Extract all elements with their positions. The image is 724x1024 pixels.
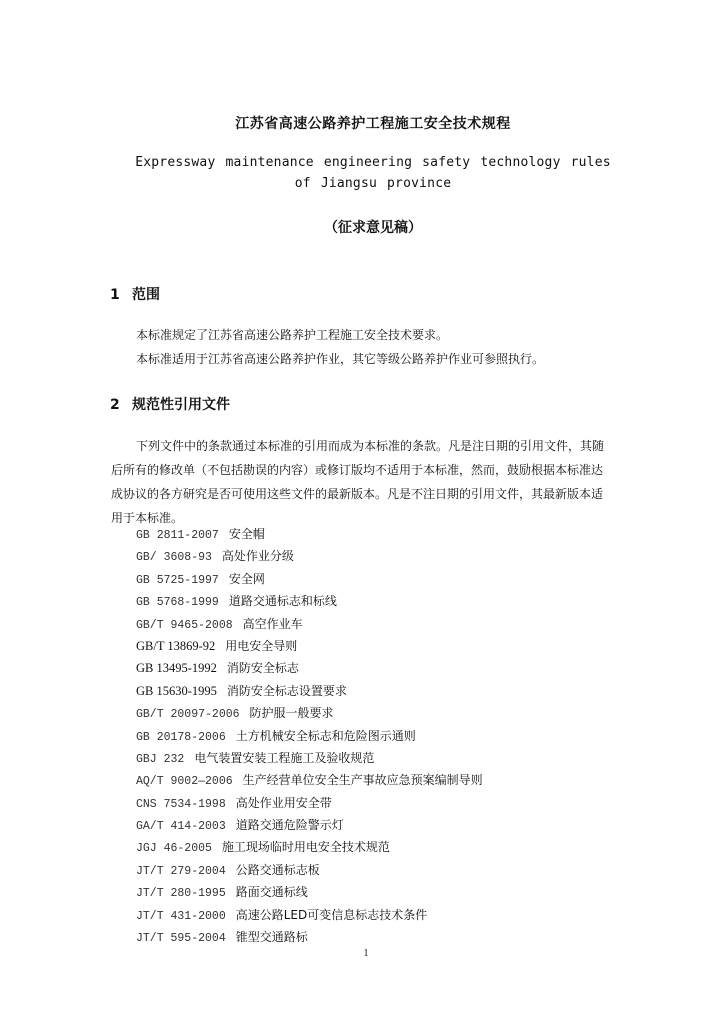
reference-name: 生产经营单位安全生产事故应急预案编制导则: [242, 773, 483, 788]
references-intro-paragraph: [111, 434, 607, 530]
reference-code: GB 5768-1999: [136, 596, 219, 610]
reference-code: GB/T 9465-2008: [136, 618, 233, 632]
reference-name: 土方机械安全标志和危险图示通则: [235, 728, 416, 743]
reference-item: [136, 814, 483, 836]
reference-code: GB 15630-1995: [136, 683, 217, 698]
reference-item: [136, 881, 483, 903]
reference-code: CNS 7534-1998: [136, 797, 226, 811]
reference-name: 高速公路LED可变信息标志技术条件: [235, 907, 428, 922]
reference-item: [136, 635, 483, 657]
reference-item: [136, 904, 483, 926]
scope-paragraph-2: 本标准适用于江苏省高速公路养护作业，其它等级公路养护作业可参照执行。: [136, 352, 545, 366]
reference-item: [136, 725, 483, 747]
reference-item: [136, 523, 483, 545]
reference-name: 路面交通标线: [235, 885, 308, 900]
document-title-english-line-2: of Jiangsu province: [294, 176, 452, 191]
reference-code: GA/T 414-2003: [136, 820, 226, 834]
section-heading-scope: [110, 284, 160, 304]
reference-name: 防护服一般要求: [249, 706, 334, 721]
reference-name: 安全网: [228, 571, 265, 586]
reference-item: [136, 926, 483, 948]
document-title-chinese: 江苏省高速公路养护工程施工安全技术规程: [235, 116, 511, 132]
reference-name: 施工现场临时用电安全技术规范: [221, 840, 390, 855]
reference-code: GB/T 20097-2006: [136, 708, 240, 722]
reference-item: [136, 836, 483, 858]
reference-name: 安全帽: [228, 527, 265, 541]
section-heading-normative-references: [110, 394, 230, 414]
document-title-english-line-1: Expressway maintenance engineering safety technology rules: [135, 155, 611, 170]
reference-code: JT/T 280-1995: [136, 887, 226, 901]
draft-label: （征求意见稿）: [324, 220, 422, 236]
reference-name: 高空作业车: [242, 616, 303, 631]
section-number: 1: [110, 287, 120, 303]
reference-item: [136, 747, 483, 769]
reference-name: 公路交通标志板: [235, 862, 320, 877]
reference-code: GBJ 232: [136, 752, 185, 766]
reference-code: GB 5725-1997: [136, 573, 219, 587]
reference-name: 锥型交通路标: [235, 930, 308, 945]
reference-name: 高处作业分级: [221, 549, 294, 564]
reference-item: [136, 769, 483, 791]
reference-name: 电气装置安装工程施工及验收规范: [194, 750, 375, 765]
reference-name: 消防安全标志设置要求: [226, 683, 347, 698]
reference-item: [136, 590, 483, 612]
reference-code: GB/T 13869-92: [136, 638, 216, 653]
reference-code: GB 20178-2006: [136, 730, 226, 744]
section-title: 规范性引用文件: [132, 397, 230, 413]
reference-name: 消防安全标志: [226, 661, 299, 676]
reference-name: 用电安全导则: [225, 638, 298, 653]
references-intro-text: 下列文件中的条款通过本标准的引用而成为本标准的条款。凡是注日期的引用文件，其随后所有的修改单（不包括勘误的内容）或修订版均不适用于本标准，然而，鼓励根据本标准达成协议的各方研究是否可使用这些文件的最新版本。凡是不注日期的引用文件，其最新版本适用于本标准。: [111, 439, 605, 525]
reference-code: GB 2811-2007: [136, 529, 219, 542]
reference-code: GB/ 3608-93: [136, 551, 212, 565]
page-number: 1: [363, 948, 369, 959]
section-title: 范围: [132, 287, 160, 303]
reference-item: [136, 859, 483, 881]
reference-code: JT/T 431-2000: [136, 909, 226, 923]
reference-list: [136, 523, 483, 948]
reference-item: [136, 702, 483, 724]
reference-name: 道路交通标志和标线: [228, 594, 337, 609]
reference-code: GB 13495-1992: [136, 661, 217, 676]
reference-item: [136, 792, 483, 814]
reference-item: [136, 568, 483, 590]
reference-item: [136, 657, 483, 679]
reference-code: JT/T 595-2004: [136, 932, 226, 946]
reference-code: JGJ 46-2005: [136, 842, 212, 856]
reference-item: [136, 545, 483, 567]
reference-code: JT/T 279-2004: [136, 864, 226, 878]
section-number: 2: [110, 397, 120, 413]
reference-name: 高处作业用安全带: [235, 795, 332, 810]
reference-name: 道路交通危险警示灯: [235, 818, 344, 833]
reference-code: AQ/T 9002—2006: [136, 775, 233, 789]
reference-item: [136, 680, 483, 702]
reference-item: [136, 613, 483, 635]
scope-paragraph-1: 本标准规定了江苏省高速公路养护工程施工安全技术要求。: [136, 328, 449, 342]
